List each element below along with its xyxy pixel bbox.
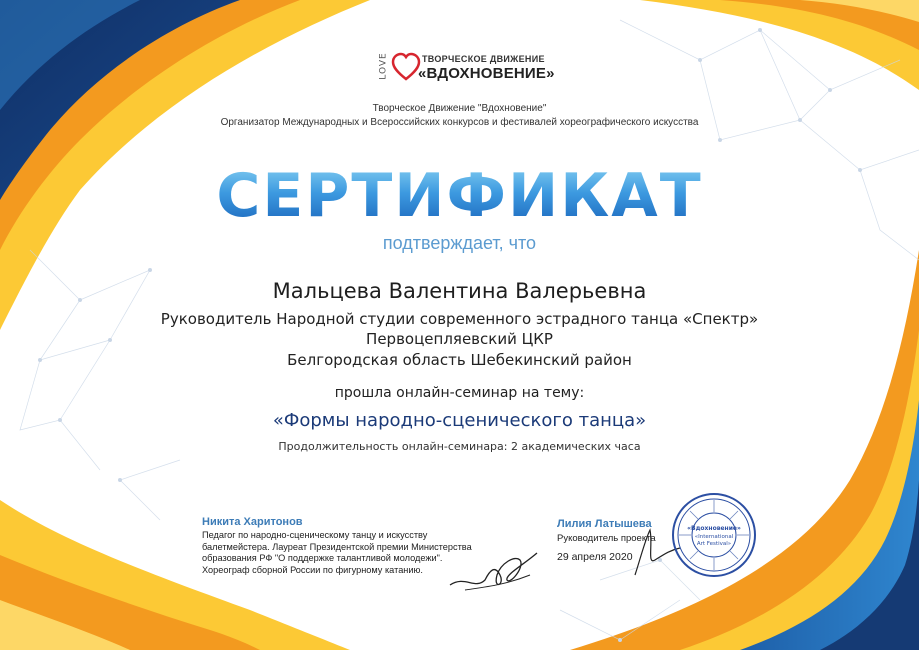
signatory-left-desc-line: образования РФ "О поддержке талантливой молодежи". [202, 553, 443, 563]
organization-stamp [671, 492, 757, 578]
logo-love-text: LOVE [378, 52, 389, 80]
signatory-right-role: Руководитель проекта [557, 533, 656, 544]
seminar-duration: Продолжительность онлайн-семинара: 2 академических часа [278, 440, 641, 453]
certificate-title [0, 160, 919, 230]
logo-line-2: «ВДОХНОВЕНИЕ» [418, 65, 555, 82]
signatory-left-desc-line: балетмейстера. Лауреат Президентской премии Министерства [202, 541, 472, 552]
logo-line-1: ТВОРЧЕСКОЕ ДВИЖЕНИЕ [422, 54, 545, 64]
logo-love-mark [379, 50, 389, 84]
signatory-left-desc-line: Хореограф сборной России по фигурному катанию. [202, 564, 423, 575]
certificate-title-text: СЕРТИФИКАТ [216, 161, 703, 230]
stamp-line-1: «Вдохновение» [687, 525, 741, 532]
seminar-intro: прошла онлайн-семинар на тему: [334, 385, 585, 401]
heart-icon [391, 52, 421, 82]
stamp-line-2: «International [694, 534, 734, 540]
recipient-name: Мальцева Валентина Валерьевна [272, 279, 647, 303]
subtitle: подтверждает, что [382, 233, 537, 253]
stamp-line-3: Art Festival» [696, 541, 732, 547]
issue-date: 29 апреля 2020 [557, 551, 633, 563]
organizer-description: Организатор Международных и Всероссийских конкурсов и фестивалей хореографического искусства [220, 117, 699, 128]
recipient-region: Белгородская область Шебекинский район [287, 351, 632, 369]
signatory-left-name: Никита Харитонов [202, 516, 303, 528]
seminar-topic: «Формы народно-сценического танца» [272, 410, 647, 431]
recipient-institution: Первоцепляевский ЦКР [366, 330, 553, 348]
recipient-position: Руководитель Народной студии современного эстрадного танца «Спектр» [160, 310, 759, 328]
signatory-right-name: Лилия Латышева [557, 518, 652, 530]
handwritten-signature-left [445, 545, 545, 600]
organization-logo [378, 50, 555, 84]
organizer-name: Творческое Движение "Вдохновение" [372, 103, 547, 114]
signatory-left-desc-line: Педагог по народно-сценическому танцу и искусству [202, 530, 428, 540]
